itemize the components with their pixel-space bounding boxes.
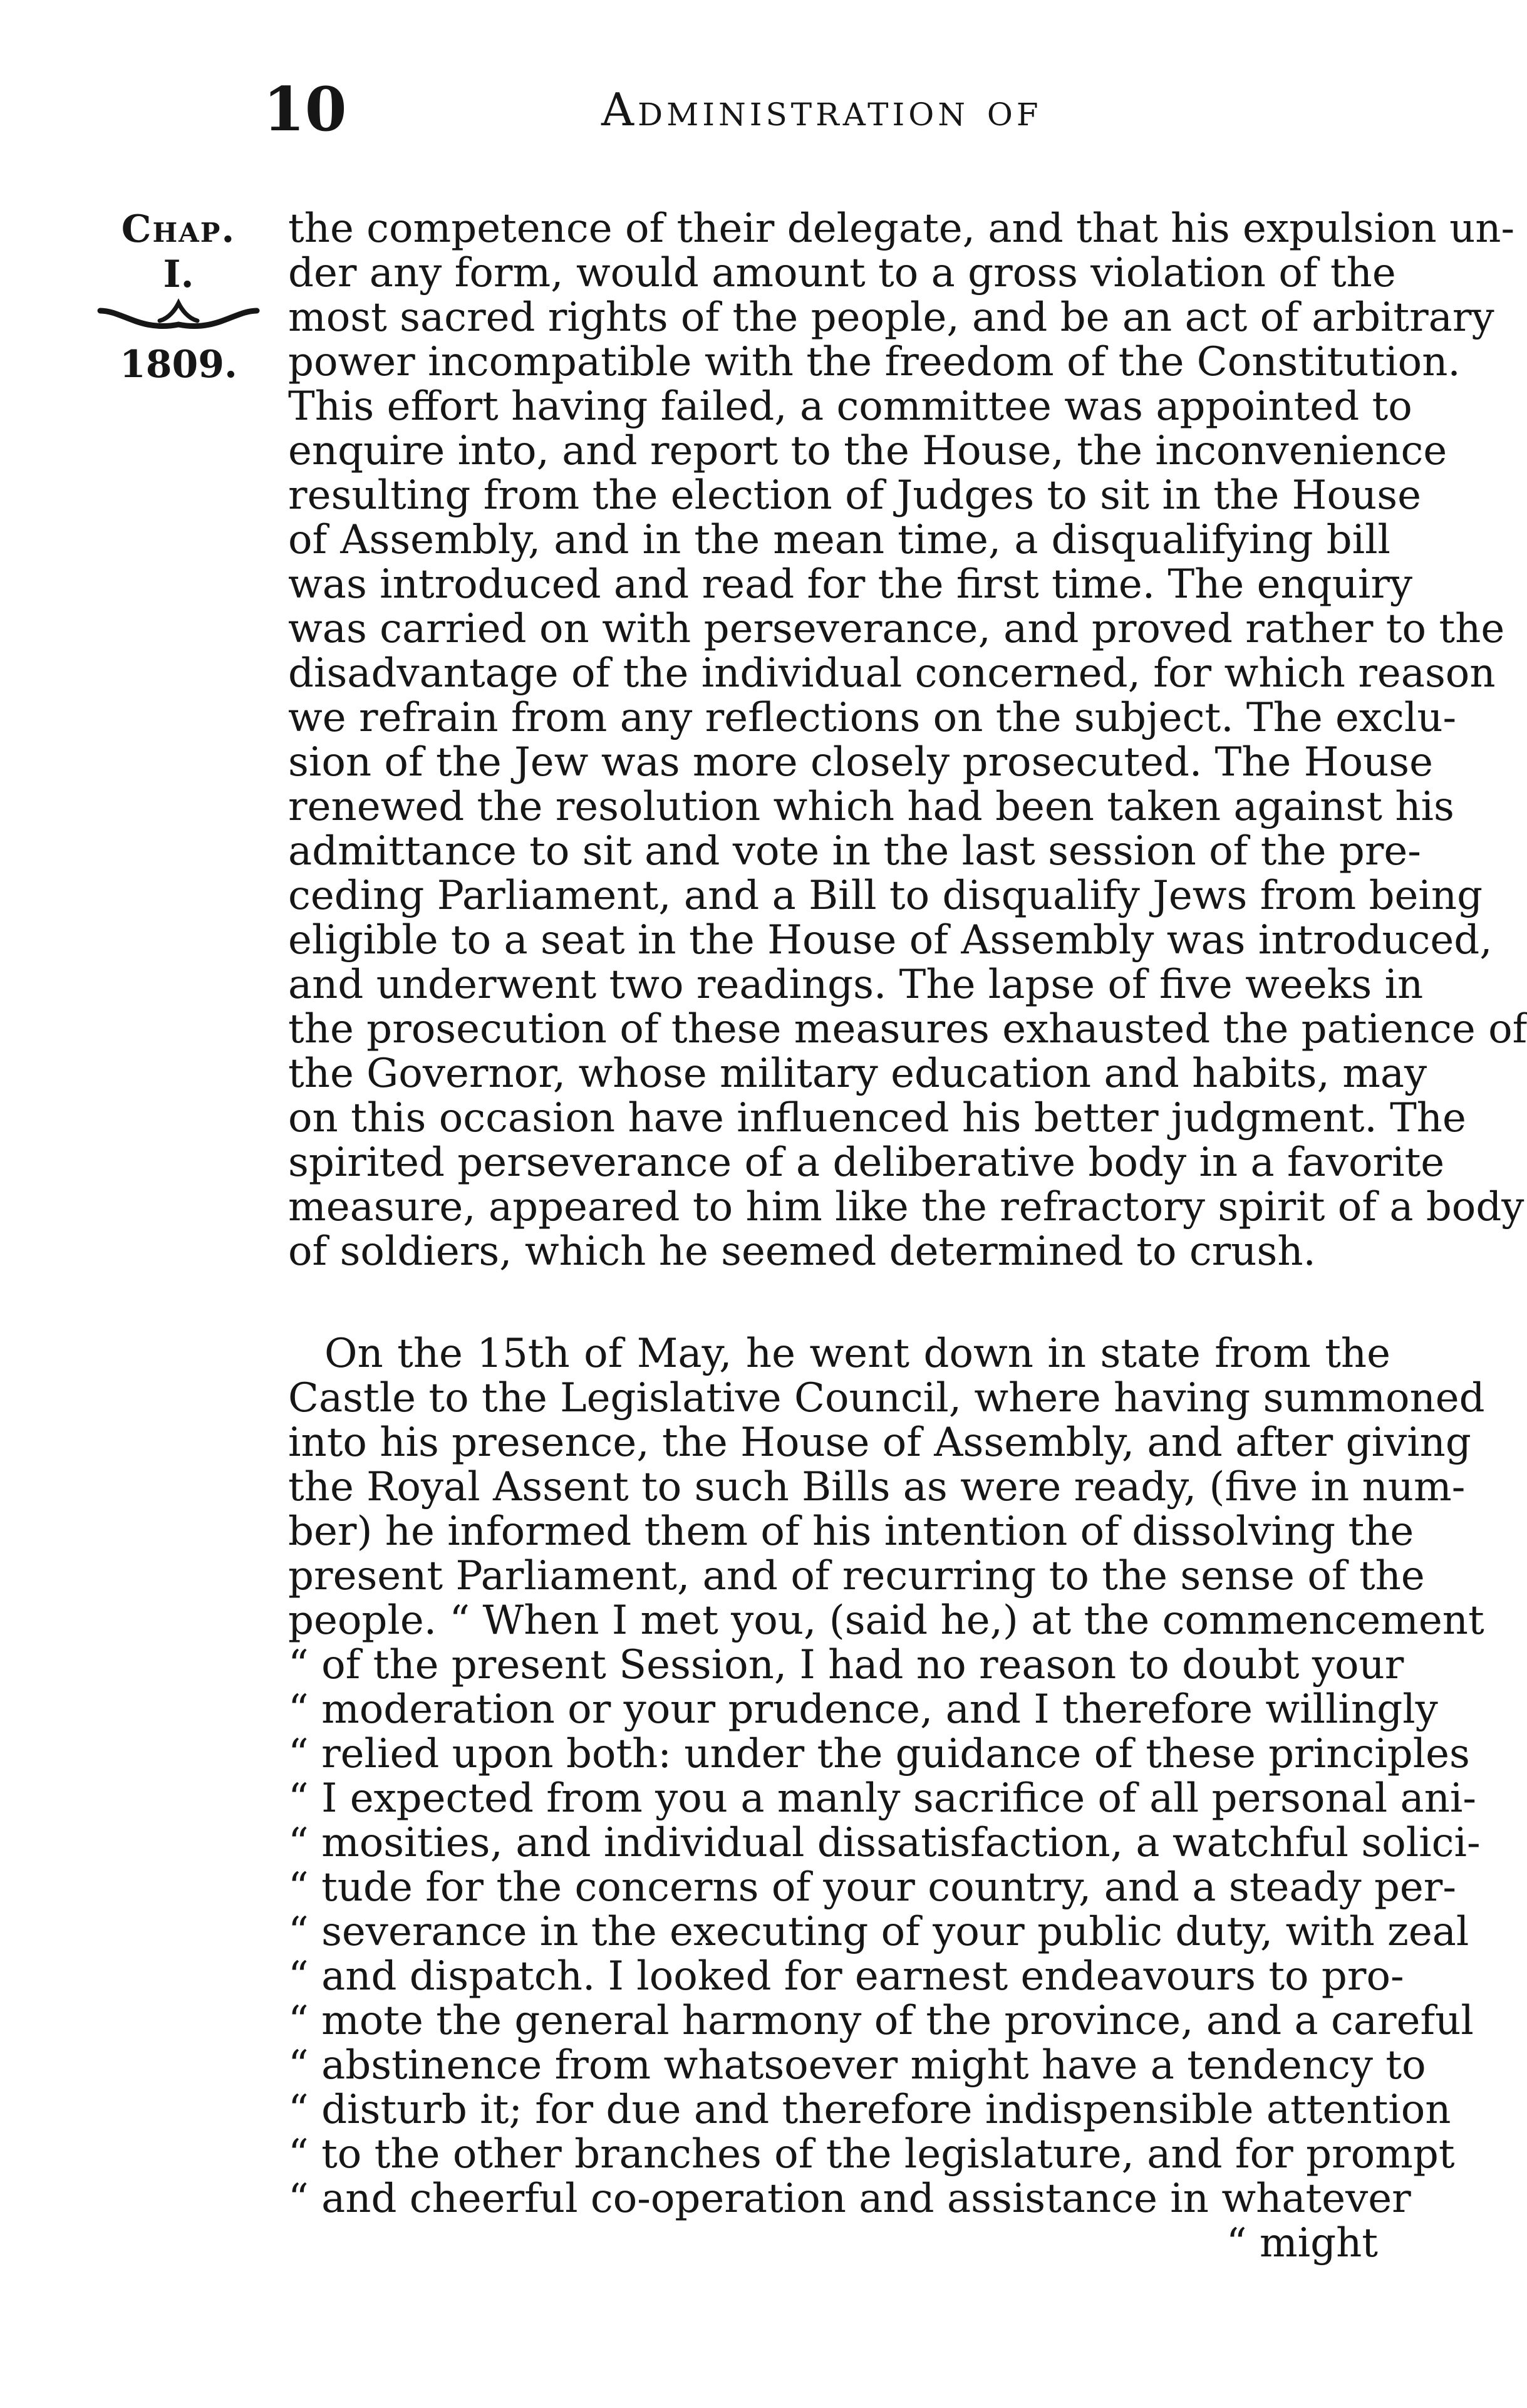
text-line: admittance to sit and vote in the last session of the pre- xyxy=(288,828,1421,874)
text-line: people. “ When I met you, (said he,) at the commencement xyxy=(288,1597,1484,1644)
margin-note xyxy=(75,207,282,387)
text-line: “ and cheerful co-operation and assistance in whatever xyxy=(288,2176,1411,2222)
page-number: 10 xyxy=(263,74,347,145)
text-line: “ tude for the concerns of your country, and a steady per- xyxy=(288,1864,1456,1911)
text-line: the Governor, whose military education and habits, may xyxy=(288,1051,1427,1097)
text-line: “ relied upon both: under the guidance of these principles xyxy=(288,1731,1470,1777)
text-line: enquire into, and report to the House, the inconvenience xyxy=(288,428,1447,474)
text-line: “ disturb it; for due and therefore indispensible attention xyxy=(288,2087,1451,2133)
brace-ornament-icon xyxy=(97,299,260,337)
text-line: ber) he informed them of his intention of dissolving the xyxy=(288,1508,1414,1555)
chapter-number: I. xyxy=(163,252,194,296)
text-line: the prosecution of these measures exhausted the patience of xyxy=(288,1006,1527,1052)
margin-year: 1809. xyxy=(120,343,237,387)
text-line: most sacred rights of the people, and be an act of arbitrary xyxy=(288,294,1494,341)
text-line: the competence of their delegate, and that his expulsion un- xyxy=(288,205,1515,252)
text-line: “ of the present Session, I had no reason to doubt your xyxy=(288,1642,1404,1688)
text-line: “ I expected from you a manly sacrifice of all personal ani- xyxy=(288,1775,1476,1822)
text-line: power incompatible with the freedom of the Constitution. xyxy=(288,339,1461,385)
text-line: we refrain from any reflections on the subject. The exclu- xyxy=(288,695,1457,741)
text-line: was introduced and read for the first time. The enquiry xyxy=(288,561,1413,608)
text-line: renewed the resolution which had been taken against his xyxy=(288,784,1454,830)
chapter-label: Chap. xyxy=(121,207,236,251)
text-line: of Assembly, and in the mean time, a disqualifying bill xyxy=(288,517,1390,563)
text-line: der any form, would amount to a gross violation of the xyxy=(288,250,1396,296)
text-line: “ severance in the executing of your public duty, with zeal xyxy=(288,1909,1469,1955)
text-line: “ mote the general harmony of the province, and a careful xyxy=(288,1998,1474,2044)
text-line: disadvantage of the individual concerned, for which reason xyxy=(288,650,1496,697)
text-line: On the 15th of May, he went down in state from the xyxy=(324,1331,1390,1377)
text-line: on this occasion have influenced his better judgment. The xyxy=(288,1095,1466,1141)
body-text xyxy=(288,205,1527,2266)
text-line: “ mosities, and individual dissatisfaction, a watchful solici- xyxy=(288,1820,1481,1866)
text-line: was carried on with perseverance, and proved rather to the xyxy=(288,606,1505,652)
text-line: sion of the Jew was more closely prosecuted. The House xyxy=(288,739,1433,786)
text-line: “ to the other branches of the legislature, and for prompt xyxy=(288,2131,1455,2177)
text-line: of soldiers, which he seemed determined to crush. xyxy=(288,1228,1316,1275)
text-line: eligible to a seat in the House of Assembly was introduced, xyxy=(288,917,1493,963)
page-header xyxy=(263,75,1378,144)
text-line: This effort having failed, a committee was appointed to xyxy=(288,383,1412,430)
paragraph-2 xyxy=(288,1331,1485,2222)
text-line: Castle to the Legislative Council, where having summoned xyxy=(288,1375,1485,1421)
text-line: present Parliament, and of recurring to the sense of the xyxy=(288,1553,1425,1599)
paragraph-gap xyxy=(288,1274,1390,1332)
catchword: “ might xyxy=(1226,2220,1378,2266)
text-line: ceding Parliament, and a Bill to disqualify Jews from being xyxy=(288,873,1483,919)
text-line: resulting from the election of Judges to sit in the House xyxy=(288,472,1421,519)
text-line: “ abstinence from whatsoever might have a tendency to xyxy=(288,2042,1426,2089)
text-line: into his presence, the House of Assembly, and after giving xyxy=(288,1419,1471,1466)
running-title: Administration of xyxy=(601,83,1042,136)
text-line: the Royal Assent to such Bills as were ready, (five in num- xyxy=(288,1464,1466,1510)
text-line: measure, appeared to him like the refractory spirit of a body xyxy=(288,1184,1524,1230)
text-line: “ moderation or your prudence, and I therefore willingly xyxy=(288,1686,1438,1733)
text-line: spirited perseverance of a deliberative body in a favorite xyxy=(288,1139,1445,1186)
paragraph-1 xyxy=(288,205,1527,1275)
text-line: and underwent two readings. The lapse of five weeks in xyxy=(288,962,1424,1008)
text-line: “ and dispatch. I looked for earnest endeavours to pro- xyxy=(288,1953,1404,2000)
